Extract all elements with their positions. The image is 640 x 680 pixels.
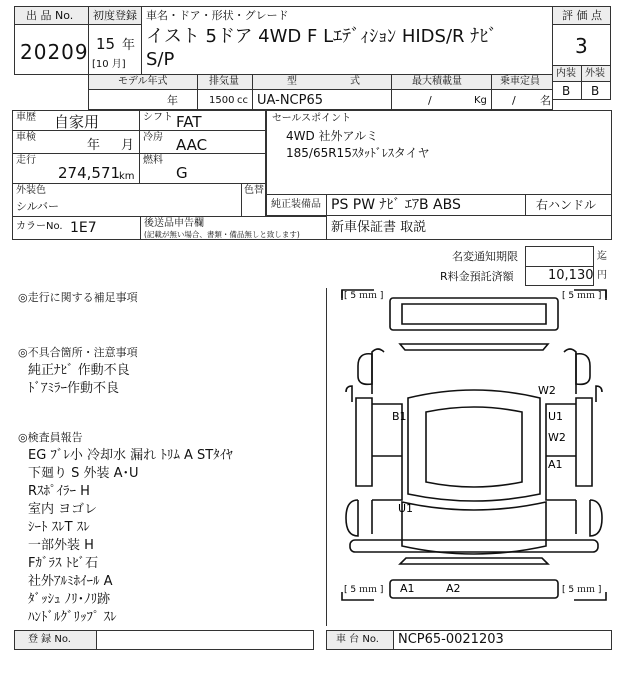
name-change-cell: [525, 246, 594, 267]
fuel-label: 燃料: [143, 155, 163, 166]
report-item: 下廻り S 外装 A･U: [28, 466, 139, 481]
warranty: 新車保証書 取説: [331, 220, 427, 235]
defect-item: ﾄﾞｱﾐﾗｰ作動不良: [28, 381, 120, 396]
report-item: ﾀﾞｯｼｭ ﾉﾘ･ﾉﾘ跡: [28, 592, 111, 607]
damage-mark: U1: [548, 410, 564, 423]
color-no: 1E7: [70, 220, 97, 236]
damage-mark: U1: [398, 502, 414, 515]
car-damage-diagram: [338, 286, 610, 606]
report-item: Fｶﾞﾗｽ ﾄﾋﾞ石: [28, 556, 99, 571]
max-load-label: 最大積載量: [412, 76, 462, 87]
damage-mark: W2: [538, 384, 556, 397]
report-item: ﾊﾝﾄﾞﾙｸﾞﾘｯﾌﾟ ｽﾚ: [28, 610, 117, 625]
inspection-label: 車検: [16, 132, 36, 143]
steering-side: 右ハンドル: [536, 198, 597, 212]
tire-tread-rear-right: [ 5 ｍｍ ]: [562, 291, 602, 301]
lot-label: 出 品 No.: [26, 9, 74, 22]
damage-mark: A2: [446, 582, 461, 595]
equipment-label: 純正装備品: [271, 199, 321, 210]
recycle-label: R料金預託済額: [440, 270, 514, 283]
mileage: 274,571: [58, 164, 121, 182]
displacement: 1500: [209, 95, 235, 106]
tire-tread-rear-left: [ 5 ｍｍ ]: [344, 291, 384, 301]
sales-point-label: セールスポイント: [272, 113, 352, 124]
history: 自家用: [54, 113, 100, 131]
report-item: 社外ｱﾙﾐﾎｲｰﾙ A: [28, 574, 113, 589]
reg-no-label: 登 録 No.: [28, 634, 71, 645]
notes-title-driving: ◎走行に関する補足事項: [18, 291, 138, 304]
reg-no-cell: [96, 630, 314, 650]
reg-label: 初度登録: [93, 9, 137, 22]
damage-mark: A1: [548, 458, 563, 471]
report-item: Rｽﾎﾟｲﾗｰ H: [28, 484, 90, 499]
shift: FAT: [176, 113, 202, 131]
recycle-value: 10,130: [548, 268, 594, 283]
aftermarket-label: 後送品申告欄: [144, 218, 204, 229]
displacement-label: 排気量: [209, 76, 239, 87]
vehicle-type: UA-NCP65: [257, 93, 323, 108]
report-item: ｼｰﾄ ｽﾚT ｽﾚ: [28, 520, 90, 535]
notes-title-defects: ◎不具合箇所・注意事項: [18, 346, 138, 359]
chassis-number: NCP65-0021203: [398, 632, 504, 647]
sales-point-line-2: 185/65R15ｽﾀｯﾄﾞﾚｽタイヤ: [286, 146, 430, 160]
tire-tread-front-right: [ 5 ｍｍ ]: [562, 585, 602, 595]
defect-item: 純正ﾅﾋﾞ 作動不良: [28, 363, 130, 378]
color-no-label: カラーNo.: [16, 221, 63, 232]
mileage-label: 走行: [16, 155, 36, 166]
model-line-2: S/P: [146, 49, 175, 70]
ac-label: 冷房: [143, 132, 163, 143]
sales-point-line-1: 4WD 社外アルミ: [286, 129, 379, 143]
model-label: 車名・ドア・形状・グレード: [146, 9, 289, 22]
exterior-grade: B: [591, 84, 600, 98]
notes-title-report: ◎検査員報告: [18, 431, 83, 444]
name-change-label: 名変通知期限: [452, 250, 518, 263]
reg-year-unit: 年: [122, 38, 136, 53]
damage-mark: B1: [392, 410, 407, 423]
shift-label: シフト: [143, 112, 173, 123]
exterior-label: 外装: [585, 68, 605, 79]
grade-label: 評 価 点: [562, 9, 602, 22]
model-year-label: モデル年式: [118, 76, 168, 87]
color: シルバー: [16, 200, 59, 213]
report-item: EG ﾌﾞﾚ小 冷却水 漏れ ﾄﾘﾑ A STﾀｲﾔ: [28, 448, 233, 463]
lot-number: 20209: [20, 40, 89, 64]
report-item: 室内 ヨゴレ: [28, 502, 98, 517]
history-label: 車歴: [16, 112, 36, 123]
capacity-label: 乗車定員: [500, 76, 540, 87]
color-label: 外装色: [16, 185, 46, 196]
tire-tread-front-left: [ 5 ｍｍ ]: [344, 585, 384, 595]
interior-label: 内装: [556, 68, 576, 79]
fuel: G: [176, 164, 188, 182]
damage-mark: W2: [548, 431, 566, 444]
ac: AAC: [176, 136, 208, 154]
equipment: PS PW ﾅﾋﾞ ｴｱB ABS: [331, 197, 461, 213]
interior-grade: B: [562, 84, 571, 98]
model-line-1: イスト 5ドア 4WD F Lｴﾃﾞｨｼｮﾝ HIDS/R ﾅﾋﾞ: [146, 26, 498, 47]
report-item: 一部外装 H: [28, 538, 94, 553]
reg-month: [10 月]: [92, 59, 126, 70]
overall-grade: 3: [575, 34, 588, 58]
damage-mark: A1: [400, 582, 415, 595]
reg-year: 15: [96, 35, 116, 53]
chassis-label: 車 台 No.: [336, 634, 379, 645]
color-change-label: 色替: [244, 185, 264, 196]
